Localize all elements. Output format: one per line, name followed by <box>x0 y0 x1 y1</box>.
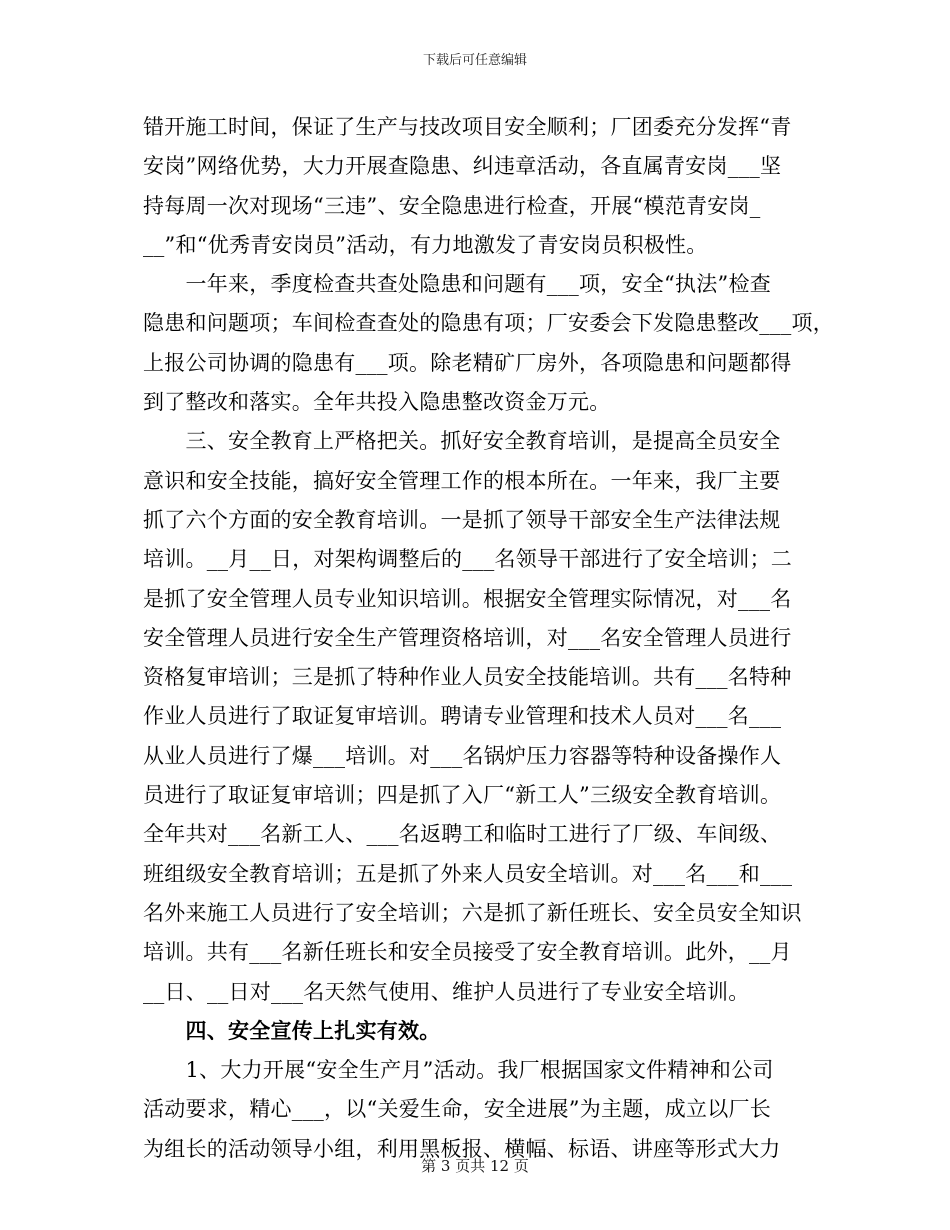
body-line: 上报公司协调的隐患有___项。除老精矿厂房外，各项隐患和问题都得 <box>143 350 792 375</box>
body-line: 安岗”网络优势，大力开展查隐患、纠违章活动，各直属青安岗___坚 <box>143 154 782 179</box>
section-heading: 四、安全宣传上扎实有效。 <box>143 1018 441 1043</box>
body-line: 错开施工时间，保证了生产与技改项目安全顺利；厂团委充分发挥“青 <box>143 115 792 139</box>
body-line: 从业人员进行了爆___培训。对___名锅炉压力容器等特种设备操作人 <box>143 743 782 768</box>
body-line: 全年共对___名新工人、___名返聘工和临时工进行了厂级、车间级、 <box>143 822 782 847</box>
document-body <box>143 108 834 1169</box>
body-line: 持每周一次对现场“三违”、安全隐患进行检查，开展“模范青安岗_ <box>143 193 761 218</box>
body-line: 员进行了取证复审培训；四是抓了入厂“新工人”三级安全教育培训。 <box>143 783 782 808</box>
body-line: __”和“优秀青安岗员”活动，有力地激发了青安岗员积极性。 <box>143 232 708 257</box>
body-line: 一年来，季度检查共查处隐患和问题有___项，安全“执法”检查 <box>143 272 771 297</box>
body-line: 活动要求，精心___，以“关爱生命，安全进展”为主题，成立以厂长 <box>143 1097 771 1122</box>
body-line: 抓了六个方面的安全教育培训。一是抓了领导干部安全生产法律法规 <box>143 507 781 532</box>
body-line: 培训。__月__日，对架构调整后的___名领导干部进行了安全培训；二 <box>143 547 792 572</box>
body-line: 名外来施工人员进行了安全培训；六是抓了新任班长、安全员安全知识 <box>143 900 802 925</box>
body-line: 安全管理人员进行安全生产管理资格培训，对___名安全管理人员进行 <box>143 625 792 650</box>
body-line: 班组级安全教育培训；五是抓了外来人员安全培训。对___名___和___ <box>143 861 793 886</box>
body-line: 到了整改和落实。全年共投入隐患整改资金万元。 <box>143 390 611 415</box>
body-line: 三、安全教育上严格把关。抓好安全教育培训，是提高全员安全 <box>143 429 781 454</box>
body-line: 隐患和问题项；车间检查查处的隐患有项；厂安委会下发隐患整改___项， <box>143 311 834 336</box>
page-header-note: 下载后可任意编辑 <box>422 53 527 68</box>
body-line: 作业人员进行了取证复审培训。聘请专业管理和技术人员对___名___ <box>143 704 782 729</box>
body-line: 为组长的活动领导小组，利用黑板报、横幅、标语、讲座等形式大力 <box>143 1136 781 1161</box>
body-line: 资格复审培训；三是抓了特种作业人员安全技能培训。共有___名特种 <box>143 665 792 690</box>
body-line: 是抓了安全管理人员专业知识培训。根据安全管理实际情况，对___名 <box>143 586 792 611</box>
body-line: __日、__日对___名天然气使用、维护人员进行了专业安全培训。 <box>143 979 750 1004</box>
body-line: 1、大力开展“安全生产月”活动。我厂根据国家文件精神和公司 <box>143 1058 774 1083</box>
page-number-footer: 第 3 页共 12 页 <box>421 1157 529 1175</box>
body-line: 意识和安全技能，搞好安全管理工作的根本所在。一年来，我厂主要 <box>143 468 781 493</box>
body-line: 培训。共有___名新任班长和安全员接受了安全教育培训。此外，__月 <box>143 940 792 965</box>
